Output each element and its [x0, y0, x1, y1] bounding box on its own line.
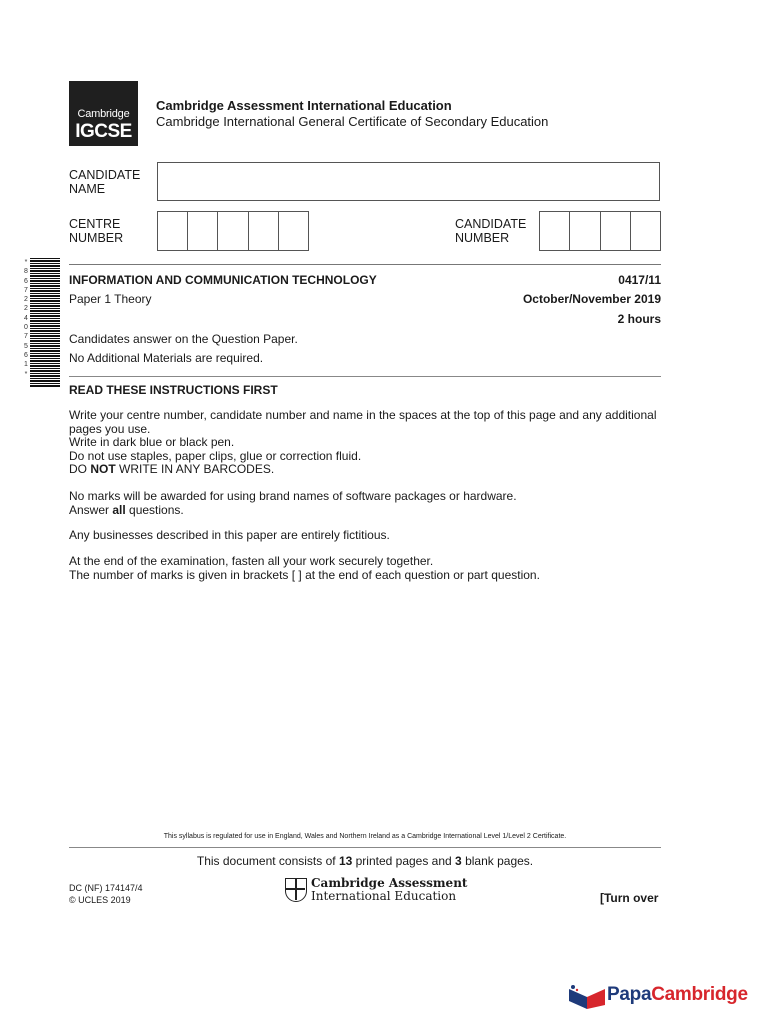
- instructions-block-4: At the end of the examination, fasten all your work securely together. The number of marks is given in brackets [ ] at the end of each question or part question.: [69, 554, 540, 582]
- papacambridge-wordmark[interactable]: PapaCambridge: [607, 984, 748, 1005]
- barcode: [30, 258, 60, 388]
- materials-line-2: No Additional Materials are required.: [69, 351, 264, 365]
- candidate-number-field[interactable]: [539, 211, 661, 251]
- candidate-name-field[interactable]: [157, 162, 660, 201]
- cambridge-assessment-logo-text: Cambridge Assessment International Education: [311, 876, 468, 903]
- qualification-title: Cambridge International General Certificate of Secondary Education: [156, 114, 549, 129]
- document-code: DC (NF) 174147/4 © UCLES 2019: [69, 883, 143, 905]
- instructions-block-2: No marks will be awarded for using brand names of software packages or hardware. Answer all questions.: [69, 489, 517, 517]
- org-title: Cambridge Assessment International Education: [156, 98, 452, 113]
- instructions-heading: READ THESE INSTRUCTIONS FIRST: [69, 383, 278, 397]
- divider-top: [69, 264, 661, 265]
- instructions-block-3: Any businesses described in this paper are entirely fictitious.: [69, 528, 390, 542]
- centre-number-field[interactable]: [157, 211, 309, 251]
- candidate-number-label: CANDIDATE NUMBER: [455, 217, 527, 245]
- session: October/November 2019: [522, 292, 661, 306]
- barcode-digits: * 8 6 7 2 2 4 0 7 5 6 1 *: [24, 259, 28, 378]
- page-count: This document consists of 13 printed pages and 3 blank pages.: [196, 854, 534, 868]
- logo-big-text: IGCSE: [75, 121, 132, 142]
- divider-footer: [69, 847, 661, 848]
- materials-line-1: Candidates answer on the Question Paper.: [69, 332, 298, 346]
- instructions-block-1: Write your centre number, candidate number and name in the spaces at the top of this page and any additional pages you use. Write in dark blue or black pen. Do not use staples, paper clips, glue or correction fluid. DO NOT WRITE IN ANY BARCODES.: [69, 408, 657, 476]
- candidate-name-label: CANDIDATE NAME: [69, 168, 141, 196]
- duration: 2 hours: [617, 312, 661, 326]
- syllabus-note: This syllabus is regulated for use in England, Wales and Northern Ireland as a Cambridge International Level 1/Level 2 Certificate.: [163, 833, 567, 840]
- cambridge-igcse-logo: [69, 81, 138, 146]
- turn-over: [Turn over: [600, 891, 659, 905]
- subject-title: INFORMATION AND COMMUNICATION TECHNOLOGY: [69, 273, 377, 287]
- divider-instructions: [69, 376, 661, 377]
- paper-code: 0417/11: [618, 273, 661, 287]
- papacambridge-logo-icon: [567, 983, 607, 1011]
- paper-name: Paper 1 Theory: [69, 292, 152, 306]
- cambridge-crest-icon: [285, 878, 307, 902]
- logo-small-text: Cambridge: [77, 108, 130, 120]
- centre-number-label: CENTRE NUMBER: [69, 217, 124, 245]
